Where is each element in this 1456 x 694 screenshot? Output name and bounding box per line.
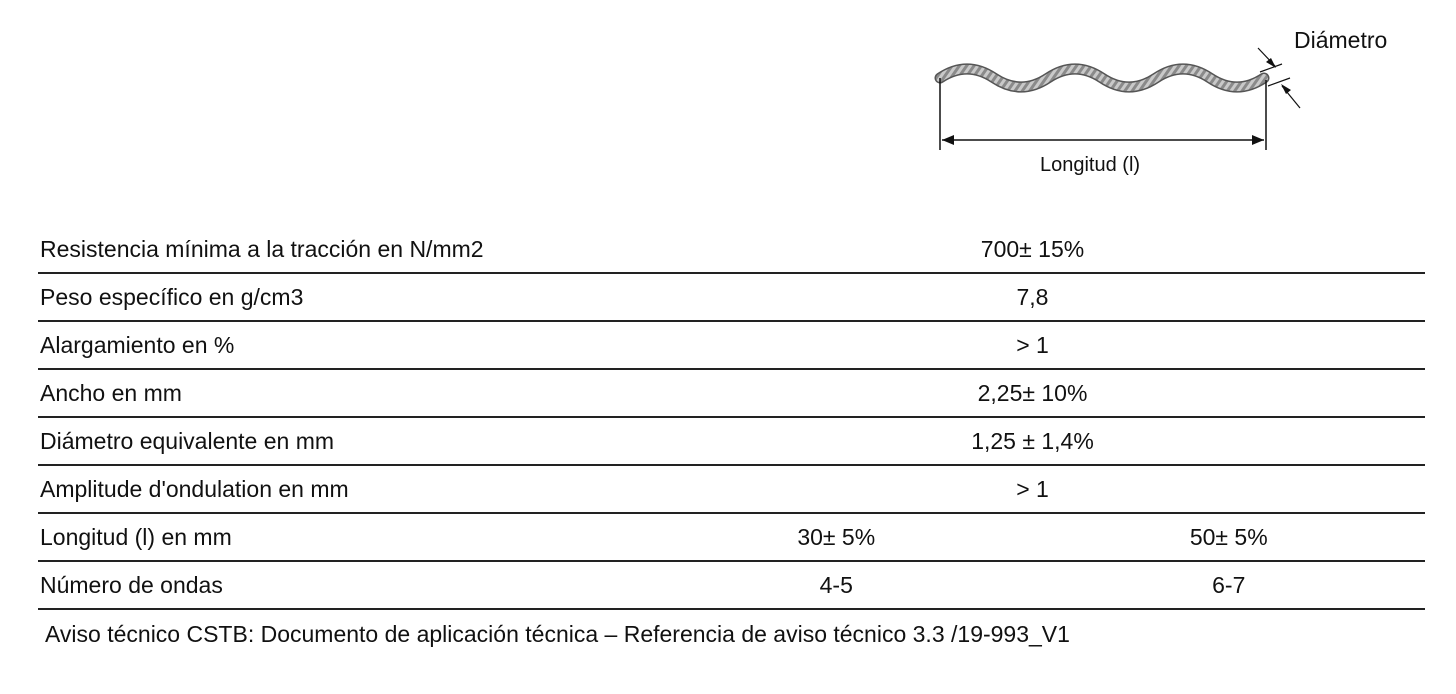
source-footnote: Aviso técnico CSTB: Documento de aplicación técnica – Referencia de aviso técnico 3.3 /19-993_V1: [45, 621, 1070, 647]
value-cell-a: 30± 5%: [640, 513, 1033, 561]
value-cell-a: 4-5: [640, 561, 1033, 609]
diameter-extension-top: [1260, 64, 1282, 72]
property-cell: Número de ondas: [38, 561, 640, 609]
value-cell: > 1: [640, 321, 1425, 369]
property-cell: Peso específico en g/cm3: [38, 273, 640, 321]
property-cell: Diámetro equivalente en mm: [38, 417, 640, 465]
value-cell: 700± 15%: [640, 226, 1425, 273]
fiber-diagram: [920, 20, 1440, 195]
property-cell: Resistencia mínima a la tracción en N/mm2: [38, 226, 640, 273]
value-cell-b: 6-7: [1033, 561, 1426, 609]
value-cell: 2,25± 10%: [640, 369, 1425, 417]
diameter-label: Diámetro: [1294, 27, 1388, 53]
length-label: Longitud (l): [1040, 154, 1141, 176]
table-row: [38, 417, 1425, 465]
table-row: [38, 273, 1425, 321]
table-row: [38, 321, 1425, 369]
table-row: [38, 465, 1425, 513]
property-cell: Longitud (l) en mm: [38, 513, 640, 561]
length-arrow-left: [942, 135, 954, 145]
table-row: [38, 369, 1425, 417]
value-cell: 1,25 ± 1,4%: [640, 417, 1425, 465]
diameter-extension-bottom: [1268, 78, 1290, 86]
value-cell: > 1: [640, 465, 1425, 513]
specifications-table: [38, 226, 1425, 610]
property-cell: Alargamiento en %: [38, 321, 640, 369]
property-cell: Amplitude d'ondulation en mm: [38, 465, 640, 513]
table-row: [38, 226, 1425, 273]
table-row: [38, 561, 1425, 609]
table-row: [38, 513, 1425, 561]
property-cell: Ancho en mm: [38, 369, 640, 417]
length-arrow-right: [1252, 135, 1264, 145]
value-cell-b: 50± 5%: [1033, 513, 1426, 561]
value-cell: 7,8: [640, 273, 1425, 321]
